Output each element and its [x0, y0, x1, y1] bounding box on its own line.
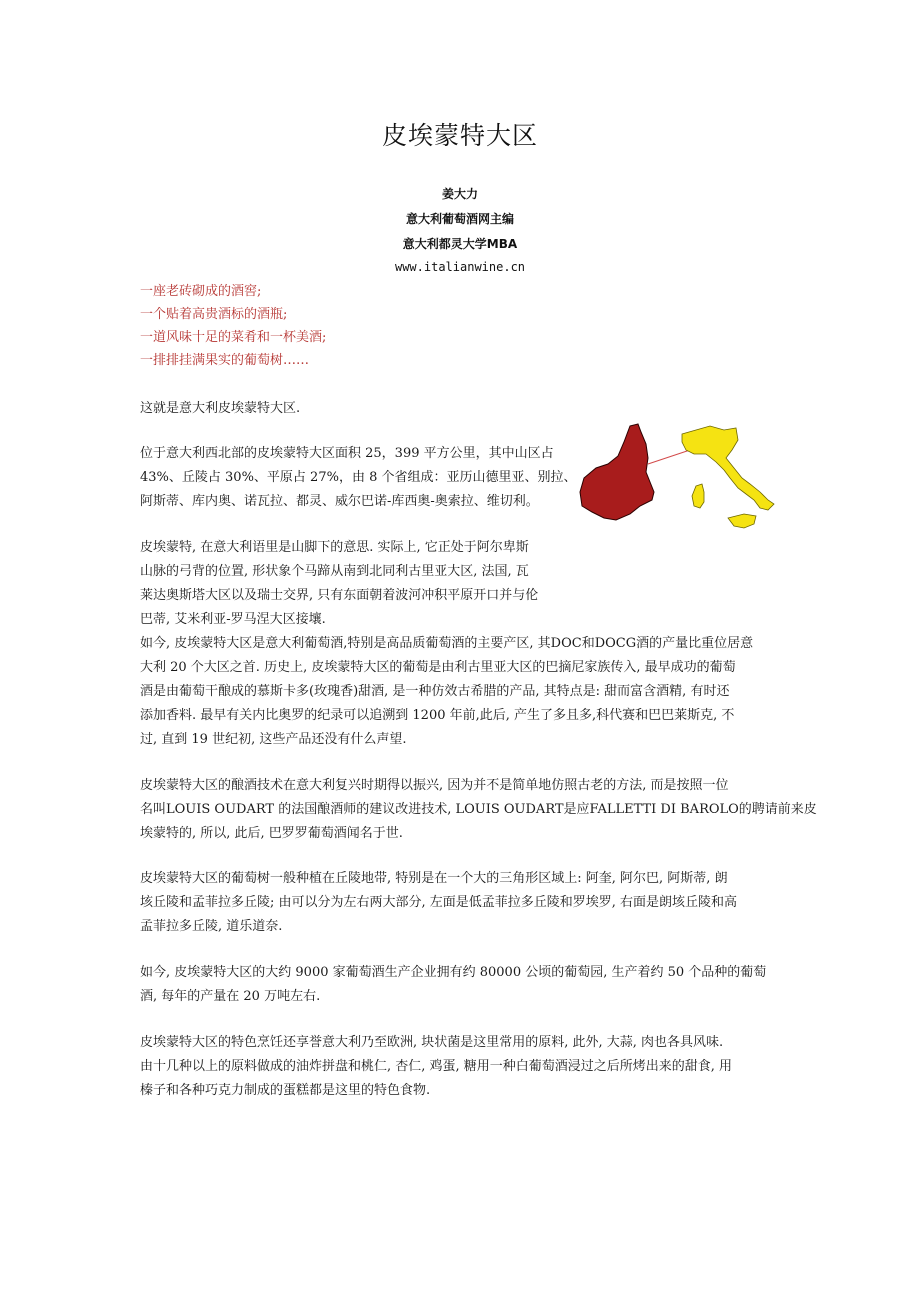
- poem-line: 一道风味十足的菜肴和一杯美酒;: [140, 330, 327, 345]
- technique-paragraph: 皮埃蒙特大区的酿酒技术在意大利复兴时期得以振兴, 因为并不是简单地仿照古老的方法, 而是按照一位 名叫LOUIS OUDART 的法国酿酒师的建议改进技术, LOUIS OUDART是应FALLETTI DI BAROLO的聘请前来皮 埃蒙特的, 所以, 此后, 巴罗罗葡萄酒闻名于世.: [140, 778, 817, 841]
- name-paragraph: 皮埃蒙特, 在意大利语里是山脚下的意思. 实际上, 它正处于阿尔卑斯 山脉的弓背的位置, 形状象个马蹄从南到北同利古里亚大区, 法国, 瓦 莱达奥斯塔大区以及瑞士交界, 只有东面朝着波河冲积平原开口并与伦 巴蒂, 艾米利亚-罗马涅大区接壤.: [140, 540, 539, 627]
- vineyards-paragraph: 皮埃蒙特大区的葡萄树一般种植在丘陵地带, 特别是在一个大的三角形区域上: 阿奎, 阿尔巴, 阿斯蒂, 朗 垓丘陵和孟菲拉多丘陵; 由可以分为左右两大部分, 左面是低孟菲拉多丘陵和罗埃罗, 右面是朗垓丘陵和高 孟菲拉多丘陵, 道乐道奈.: [140, 871, 738, 934]
- page-title: 皮埃蒙特大区: [381, 121, 538, 150]
- sardinia-shape: [692, 484, 704, 508]
- author-name: 姜大力: [441, 187, 478, 201]
- poem: [140, 280, 326, 372]
- poem-line: 一个贴着高贵酒标的酒瓶;: [140, 307, 288, 322]
- production-paragraph: 如今, 皮埃蒙特大区的大约 9000 家葡萄酒生产企业拥有约 80000 公顷的葡萄园, 生产着约 50 个品种的葡萄 酒, 每年的产量在 20 万吨左右.: [140, 965, 767, 1004]
- author-website: www.italianwine.cn: [394, 260, 526, 274]
- intro-paragraph: 这就是意大利皮埃蒙特大区.: [140, 401, 301, 416]
- author-role: 意大利葡萄酒网主编: [405, 212, 514, 226]
- poem-line: 一座老砖砌成的酒窖;: [140, 284, 262, 299]
- piedmont-region-shape: [580, 424, 654, 520]
- italy-piedmont-map: [578, 420, 784, 532]
- cuisine-paragraph: 皮埃蒙特大区的特色烹饪还享誉意大利乃至欧洲, 块状菌是这里常用的原料, 此外, 大蒜, 肉也各具风味. 由十几种以上的原料做成的油炸拼盘和桃仁, 杏仁, 鸡蛋, 糖用一种白葡萄酒浸过之后所烤出来的甜食, 用 榛子和各种巧克力制成的蛋糕都是这里的特色食物.: [140, 1035, 733, 1098]
- history-paragraph: 如今, 皮埃蒙特大区是意大利葡萄酒,特别是高品质葡萄酒的主要产区, 其DOC和DOCG酒的产量比重位居意 大利 20 个大区之首. 历史上, 皮埃蒙特大区的葡萄是由利古里亚大区的巴摘尼家族传入, 最早成功的葡萄 酒是由葡萄干酿成的慕斯卡多(玫瑰香)甜酒, 是一种仿效古希腊的产品, 其特点是: 甜而富含酒精, 有时还 添加香料. 最早有关内比奥罗的纪录可以追溯到 1200 年前,此后, 产生了多且多,科代赛和巴巴莱斯克, 不 过, 直到 19 世纪初, 这些产品还没有什么声望.: [140, 636, 754, 747]
- location-paragraph: 位于意大利西北部的皮埃蒙特大区面积 25，399 平方公里，其中山区占 43%、丘陵占 30%、平原占 27%，由 8 个省组成：亚历山德里亚、别拉、 阿斯蒂、库内奥、诺瓦拉、都灵、威尔巴诺-库西奥-奥索拉、维切利。: [140, 446, 577, 509]
- map-connector-line: [648, 450, 690, 464]
- author-school: 意大利都灵大学MBA: [402, 237, 518, 251]
- sicily-shape: [728, 514, 756, 528]
- poem-line: 一排排挂满果实的葡萄树……: [140, 353, 310, 368]
